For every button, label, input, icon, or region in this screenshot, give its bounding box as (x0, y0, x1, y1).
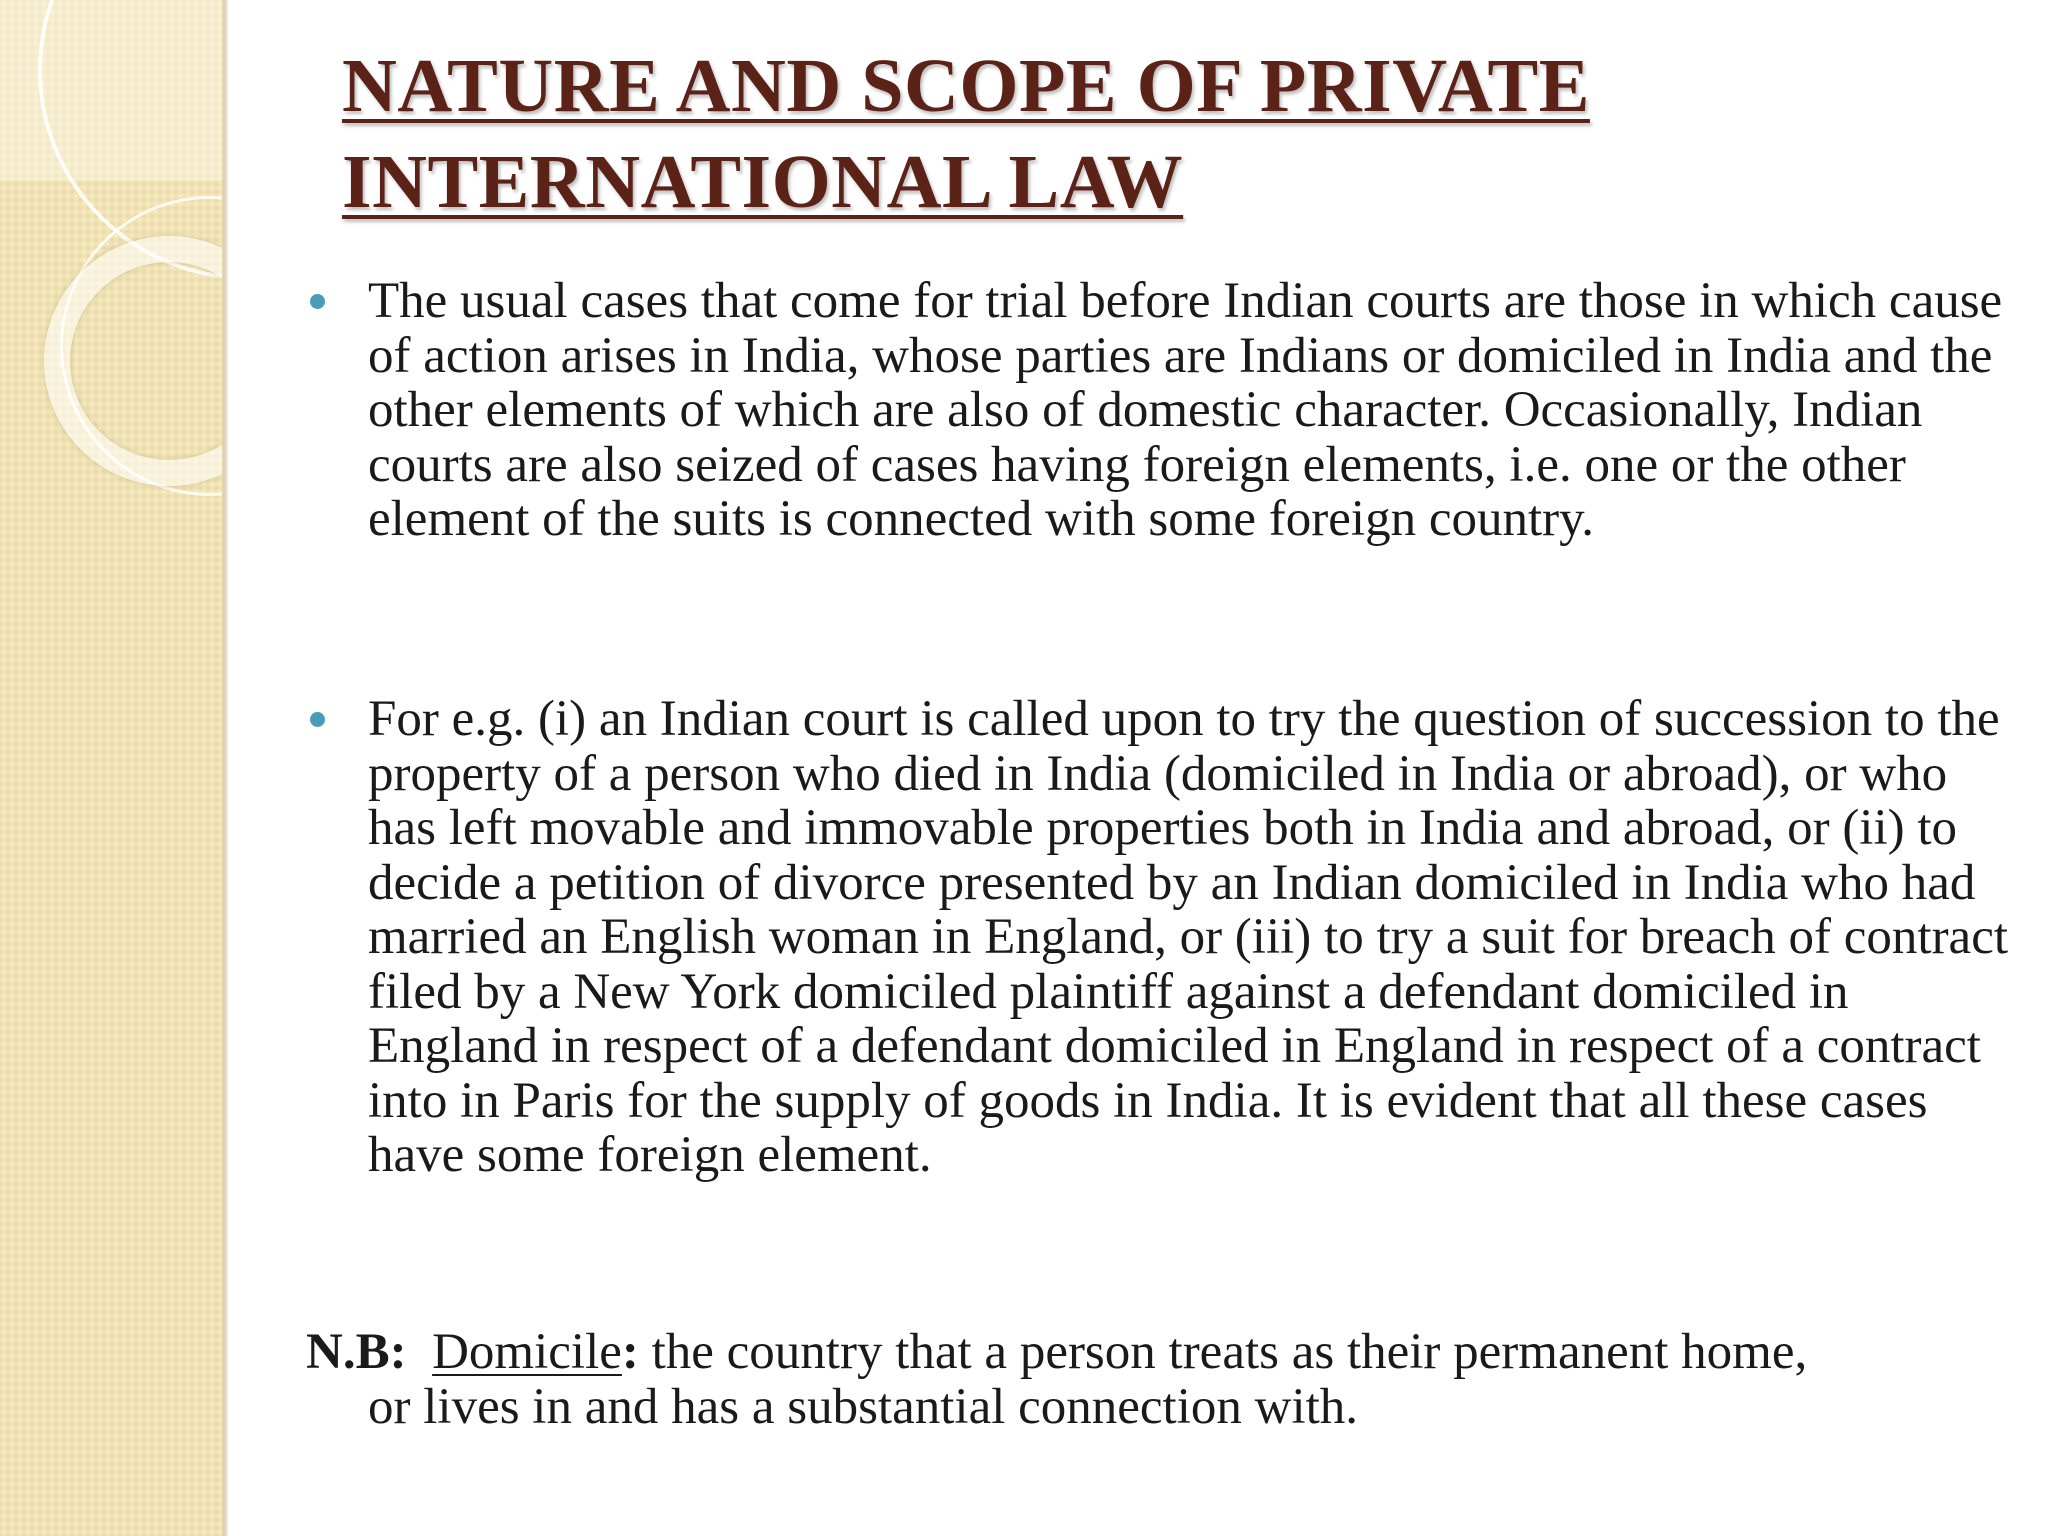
band-edge (222, 0, 228, 1536)
bullet-item-1 (368, 274, 2008, 547)
bullet-dot-icon (310, 294, 325, 309)
note-label: N.B: (306, 1324, 407, 1380)
bullet-dot-icon (310, 712, 325, 727)
note-block (306, 1325, 2006, 1434)
note-line-1 (306, 1325, 2006, 1380)
note-definition-1: the country that a person treats as their permanent home, (638, 1324, 1808, 1380)
note-colon: : (621, 1324, 639, 1380)
note-term: Domicile (432, 1324, 622, 1380)
title-line-1: NATURE AND SCOPE OF PRIVATE (342, 44, 1590, 128)
title-line-2: INTERNATIONAL LAW (342, 140, 1184, 224)
bullet-item-2 (368, 692, 2008, 1183)
bullet-text-1: The usual cases that come for trial before Indian courts are those in which cause of action arises in India, whose parties are Indians or domiciled in India and the other elements of which are also of domestic character. Occasionally, Indian courts are also seized of cases having foreign elements, i.e. one or the other element of the suits is connected with some foreign country. (368, 273, 2003, 547)
note-line-2: or lives in and has a substantial connection with. (368, 1378, 1359, 1435)
slide-title (342, 38, 2002, 230)
bullet-text-2: For e.g. (i) an Indian court is called upon to try the question of succession to the property of a person who died in India (domiciled in India or abroad), or who has left movable and immovable properties both in India and abroad, or (ii) to decide a petition of divorce presented by an Indian domiciled in India who had married an English woman in England, or (iii) to try a suit for breach of contract filed by a New York domiciled plaintiff against a defendant domiciled in England in respect of a defendant domiciled in England in respect of a contract into in Paris for the supply of goods in India. It is evident that all these cases have some foreign element. (368, 691, 2008, 1183)
